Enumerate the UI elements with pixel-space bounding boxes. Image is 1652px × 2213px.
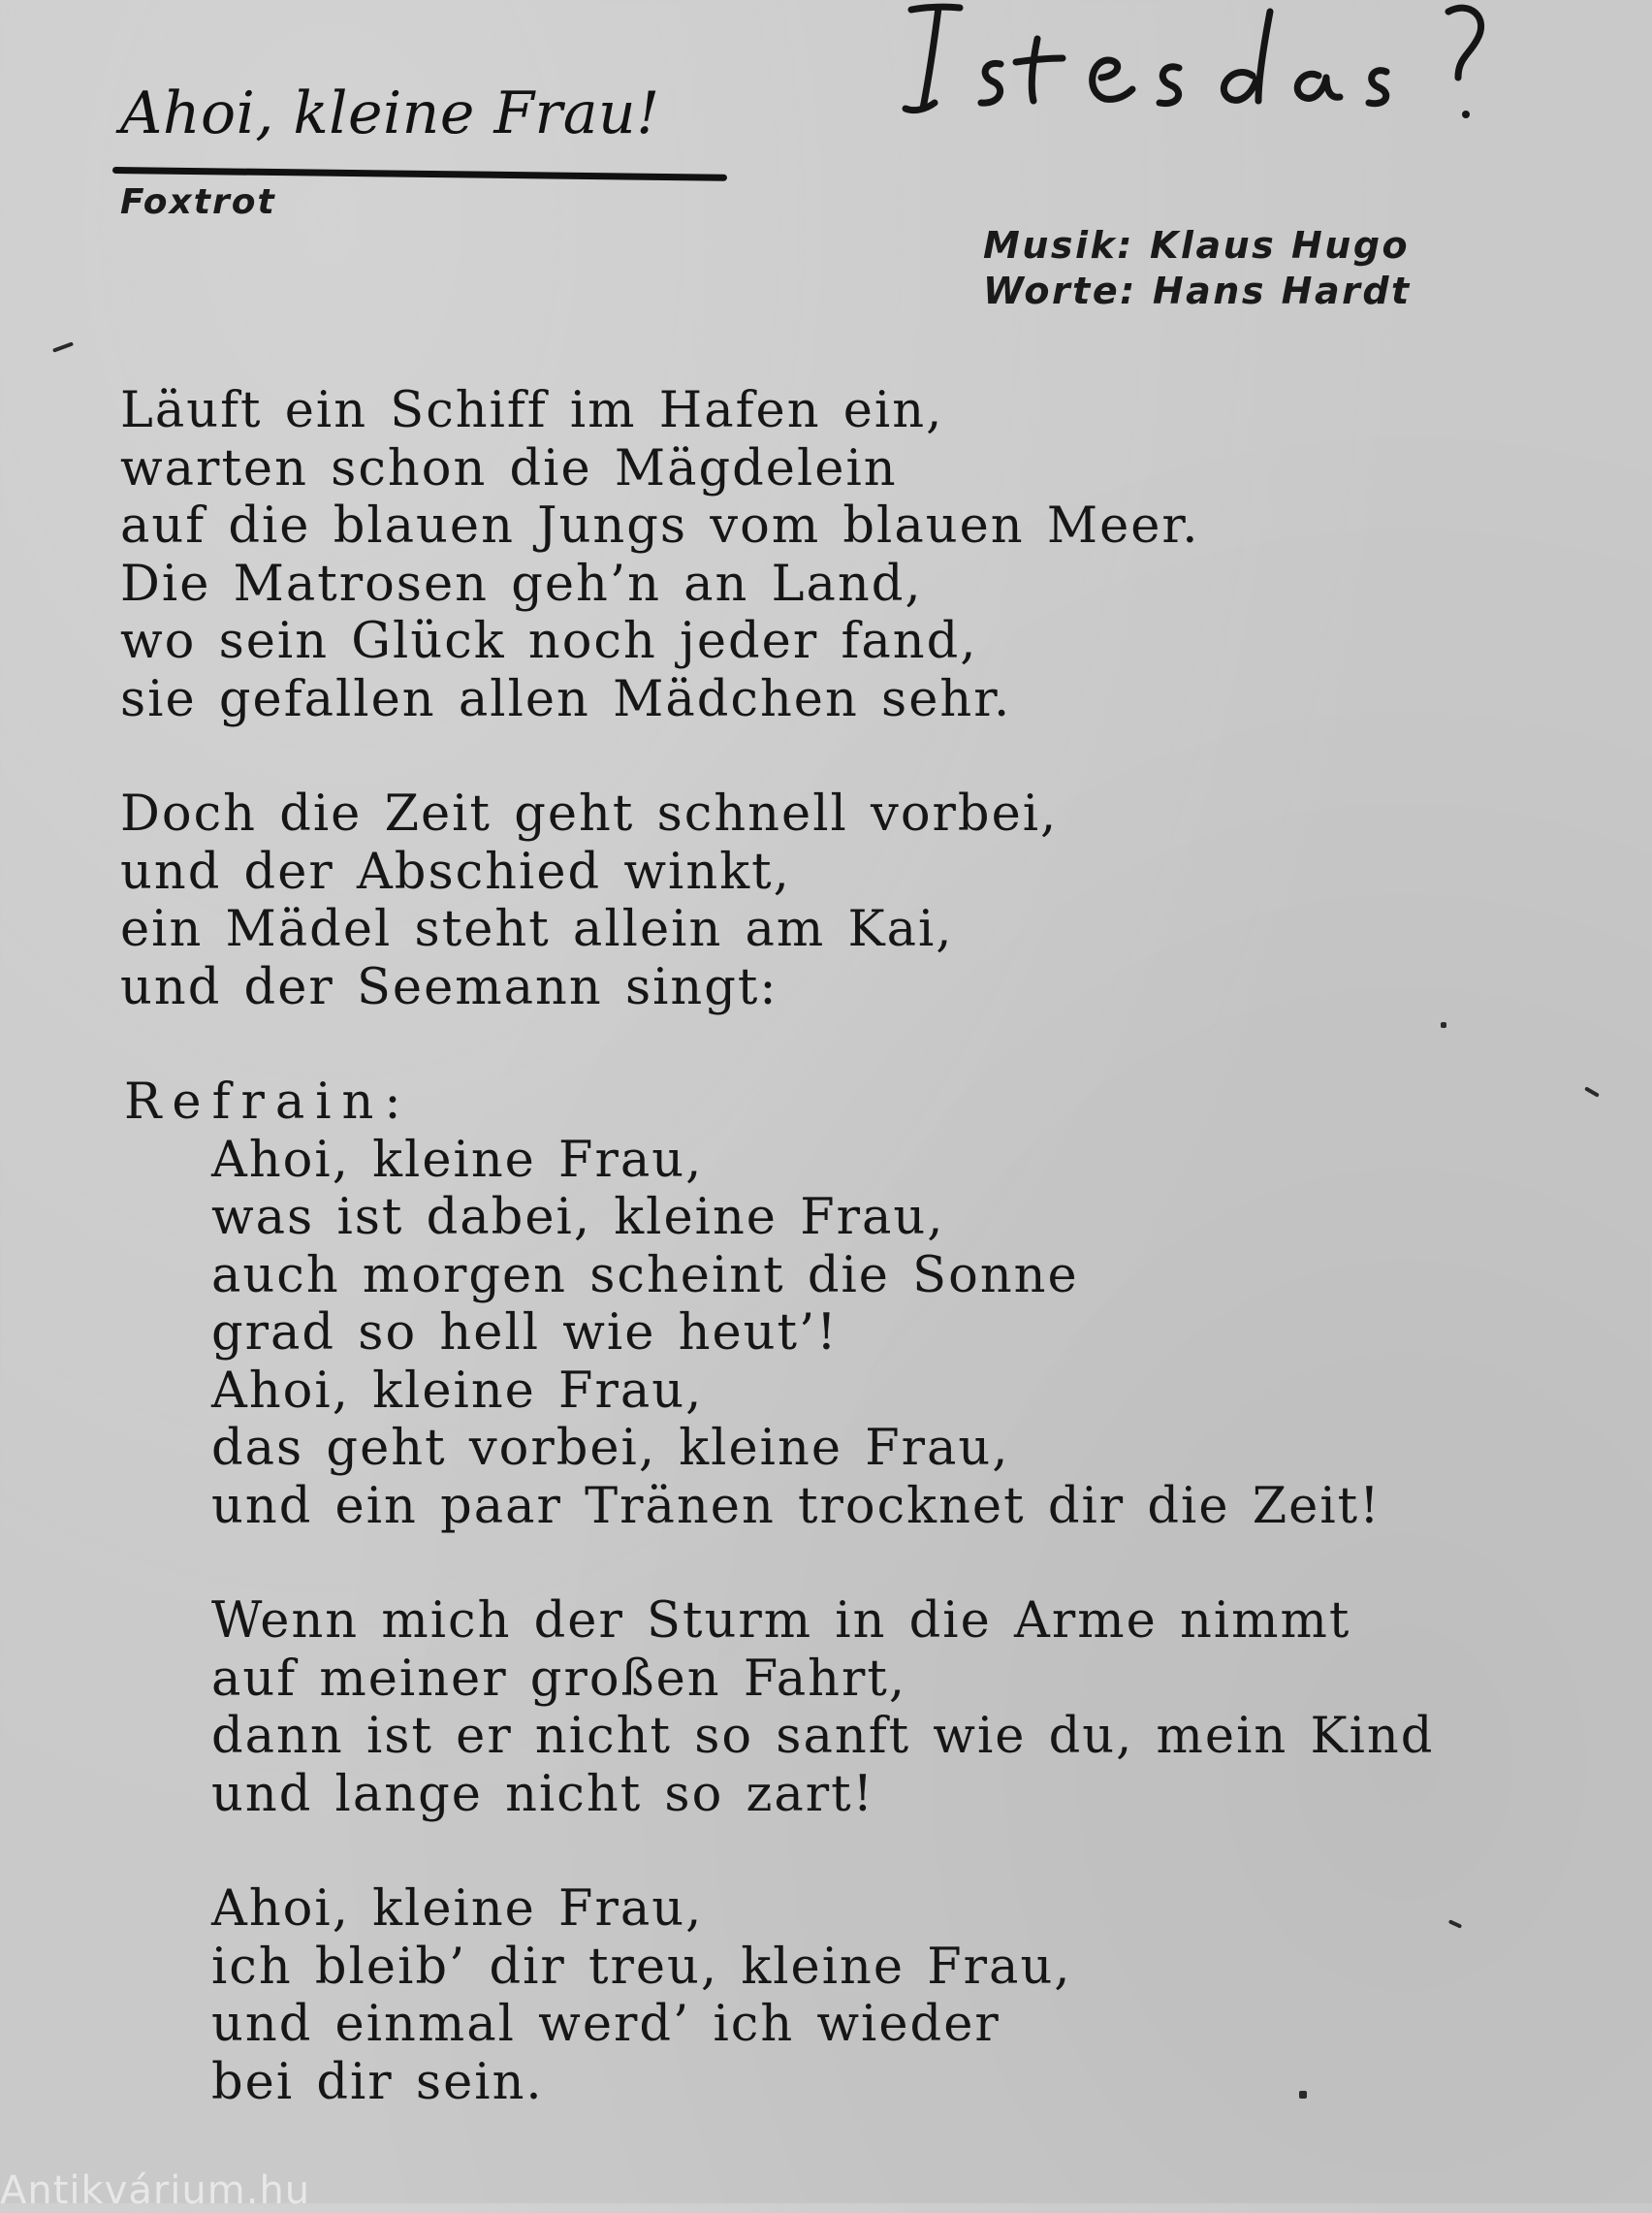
lyric-line: Die Matrosen geh’n an Land,	[120, 555, 923, 613]
stanza-gap	[120, 1016, 1536, 1074]
refrain-2	[120, 1880, 1536, 2111]
paper-speck	[52, 341, 74, 352]
credit-role: Worte:	[983, 270, 1137, 312]
lyric-line: Ahoi, kleine Frau,	[211, 1880, 704, 1938]
lyric-line: Ahoi, kleine Frau,	[211, 1131, 704, 1189]
watermark: Antikvárium.hu	[0, 2168, 311, 2213]
lyric-line: was ist dabei, kleine Frau,	[211, 1189, 945, 1246]
credit-lyrics	[983, 269, 1412, 314]
lyric-line: und lange nicht so zart!	[211, 1765, 875, 1823]
stanza-gap	[120, 1823, 1536, 1880]
lyric-line: ich bleib’ dir treu, kleine Frau,	[211, 1938, 1072, 1996]
lyric-line: Doch die Zeit geht schnell vorbei,	[120, 786, 1059, 843]
lyric-line: Wenn mich der Sturm in die Arme nimmt	[211, 1592, 1351, 1650]
lyric-line: auf meiner großen Fahrt,	[211, 1650, 907, 1708]
lyric-line: und ein paar Tränen trocknet dir die Zeit!	[211, 1477, 1382, 1535]
credit-music	[983, 223, 1412, 269]
credit-name: Klaus Hugo	[1149, 224, 1411, 267]
lyric-line: warten schon die Mägdelein	[120, 439, 898, 497]
verse-2	[120, 786, 1536, 1016]
lyric-line: sie gefallen allen Mädchen sehr.	[120, 670, 1012, 728]
handwritten-note	[892, 0, 1493, 136]
verse-1	[120, 382, 1536, 728]
song-genre: Foxtrot	[120, 182, 276, 222]
title-underline	[112, 167, 727, 181]
credit-role: Musik:	[983, 224, 1134, 267]
lyric-line: grad so hell wie heut’!	[211, 1304, 839, 1362]
credits	[983, 223, 1412, 314]
lyrics-body	[120, 382, 1536, 2111]
lyric-line: auf die blauen Jungs vom blauen Meer.	[120, 497, 1200, 555]
lyric-line: und der Seemann singt:	[120, 958, 778, 1016]
lyric-line: auch morgen scheint die Sonne	[211, 1246, 1079, 1304]
refrain-1	[120, 1132, 1536, 1536]
paper-speck	[1441, 1022, 1446, 1028]
stanza-gap	[120, 728, 1536, 786]
lyric-line: dann ist er nicht so sanft wie du, mein Kind	[211, 1708, 1435, 1765]
lyric-line: wo sein Glück noch jeder fand,	[120, 613, 978, 670]
song-title: Ahoi, kleine Frau!	[120, 80, 660, 147]
lyric-line: bei dir sein.	[211, 2053, 544, 2111]
lyric-line: Läuft ein Schiff im Hafen ein,	[120, 382, 944, 439]
stanza-gap	[120, 1535, 1536, 1592]
lyric-line: das geht vorbei, kleine Frau,	[211, 1420, 1010, 1477]
bridge	[120, 1592, 1536, 1823]
lyric-line: und einmal werd’ ich wieder	[211, 1996, 1001, 2053]
lyric-line: Ahoi, kleine Frau,	[211, 1362, 704, 1420]
refrain-label: Refrain:	[124, 1074, 412, 1131]
lyric-line: ein Mädel steht allein am Kai,	[120, 901, 954, 958]
paper-speck	[1299, 2091, 1307, 2099]
credit-name: Hans Hardt	[1152, 270, 1412, 312]
paper-speck	[1584, 1086, 1600, 1097]
lyric-line: und der Abschied winkt,	[120, 843, 791, 901]
